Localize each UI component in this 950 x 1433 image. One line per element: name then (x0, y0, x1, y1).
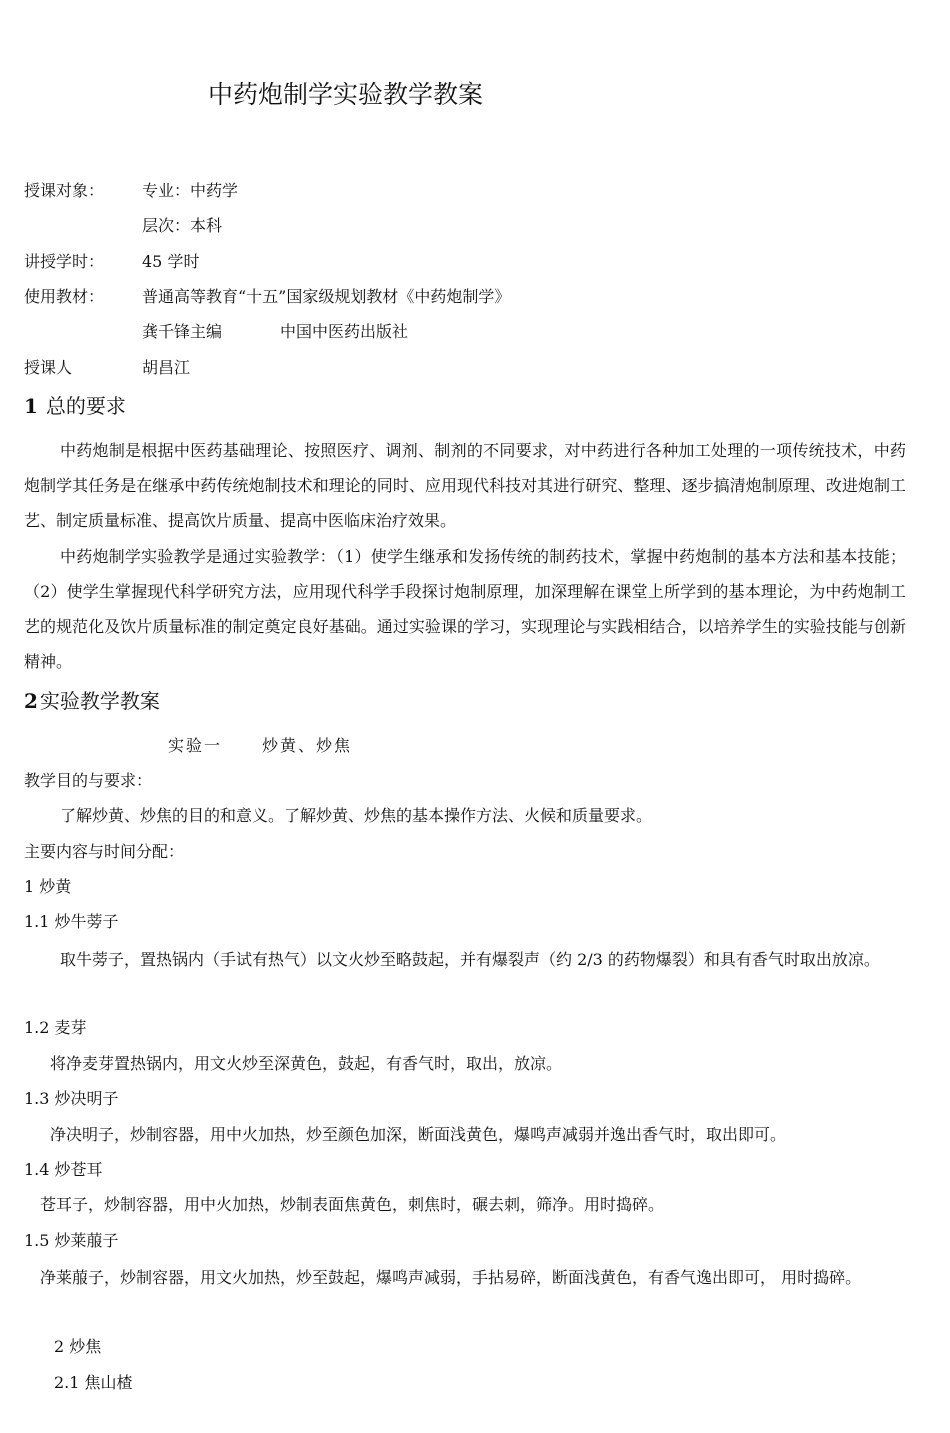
document-title: 中药炮制学实验教学教案 (208, 80, 484, 109)
teacher-value: 胡昌江 (142, 358, 191, 377)
section-2-heading (24, 687, 160, 715)
heading-1-4: 1.4 炒苍耳 (24, 1160, 103, 1179)
experiment-title (168, 735, 352, 757)
goal-label: 教学目的与要求： (24, 771, 153, 790)
hours-label: 讲授学时： (24, 252, 105, 271)
textbook-label: 使用教材： (24, 287, 105, 306)
section-2-number: 2 (24, 689, 38, 713)
major-value: 专业：中药学 (142, 181, 239, 200)
heading-1-5: 1.5 炒莱菔子 (24, 1231, 119, 1250)
text-1-3: 净决明子，炒制容器，用中火加热，炒至颜色加深，断面浅黄色，爆鸣声减弱并逸出香气时，取出即可。 (50, 1125, 787, 1144)
text-1-5: 净莱菔子，炒制容器，用文火加热，炒至鼓起，爆鸣声减弱，手拈易碎，断面浅黄色，有香气逸出即可， 用时捣碎。 (40, 1268, 862, 1287)
section-1-paragraph-2: 中药炮制学实验教学是通过实验教学：（1）使学生继承和发扬传统的制药技术，掌握中药炮制的基本方法和基本技能；（2）使学生掌握现代科学研究方法，应用现代科学手段探讨炮制原理，加深理解在课堂上所学到的基本理论，为中药炮制工艺的规范化及饮片质量标准的制定奠定良好基础。通过实验课的学习，实现理论与实践相结合，以培养学生的实验技能与创新精神。 (24, 547, 906, 671)
heading-1: 1 炒黄 (24, 877, 72, 896)
hours-value: 45 学时 (142, 252, 200, 271)
target-label: 授课对象： (24, 181, 105, 200)
experiment-topic: 炒黄、炒焦 (262, 736, 353, 755)
section-1-paragraph-1: 中药炮制是根据中医药基础理论、按照医疗、调剂、制剂的不同要求，对中药进行各种加工处理的一项传统技术，中药炮制学其任务是在继承中药传统炮制技术和理论的同时、应用现代科技对其进行研究、整理、逐步搞清炮制原理、改进炮制工艺、制定质量标准、提高饮片质量、提高中医临床治疗效果。 (24, 441, 906, 530)
experiment-name: 实验一 (168, 736, 223, 755)
heading-1-3: 1.3 炒决明子 (24, 1089, 119, 1108)
goal-text: 了解炒黄、炒焦的目的和意义。了解炒黄、炒焦的基本操作方法、火候和质量要求。 (60, 806, 653, 825)
heading-1-2: 1.2 麦芽 (24, 1018, 87, 1037)
heading-1-1: 1.1 炒牛蒡子 (24, 912, 119, 931)
text-1-2: 将净麦芽置热锅内，用文火炒至深黄色，鼓起，有香气时，取出，放凉。 (50, 1054, 563, 1073)
editor-value: 龚千锋主编 (142, 322, 223, 341)
section-1-title: 总的要求 (45, 394, 126, 418)
teacher-label: 授课人 (24, 358, 73, 377)
text-1-4: 苍耳子，炒制容器，用中火加热，炒制表面焦黄色，刺焦时，碾去刺，筛净。用时捣碎。 (40, 1195, 665, 1214)
textbook-value: 普通高等教育“十五”国家级规划教材《中药炮制学》 (142, 287, 511, 306)
section-1-number: 1 (24, 394, 38, 418)
heading-2: 2 炒焦 (54, 1337, 102, 1356)
heading-2-1: 2.1 焦山楂 (54, 1373, 133, 1392)
text-1-1: 取牛蒡子，置热锅内（手试有热气）以文火炒至略鼓起，并有爆裂声（约 2/3 的药物爆裂）和具有香气时取出放凉。 (60, 950, 880, 969)
section-2-title: 实验教学教案 (39, 689, 160, 713)
info-row-target (24, 180, 104, 202)
publisher-value: 中国中医药出版社 (280, 322, 409, 341)
section-1-heading (24, 392, 126, 420)
level-value: 层次：本科 (142, 216, 223, 235)
content-label: 主要内容与时间分配： (24, 842, 185, 861)
